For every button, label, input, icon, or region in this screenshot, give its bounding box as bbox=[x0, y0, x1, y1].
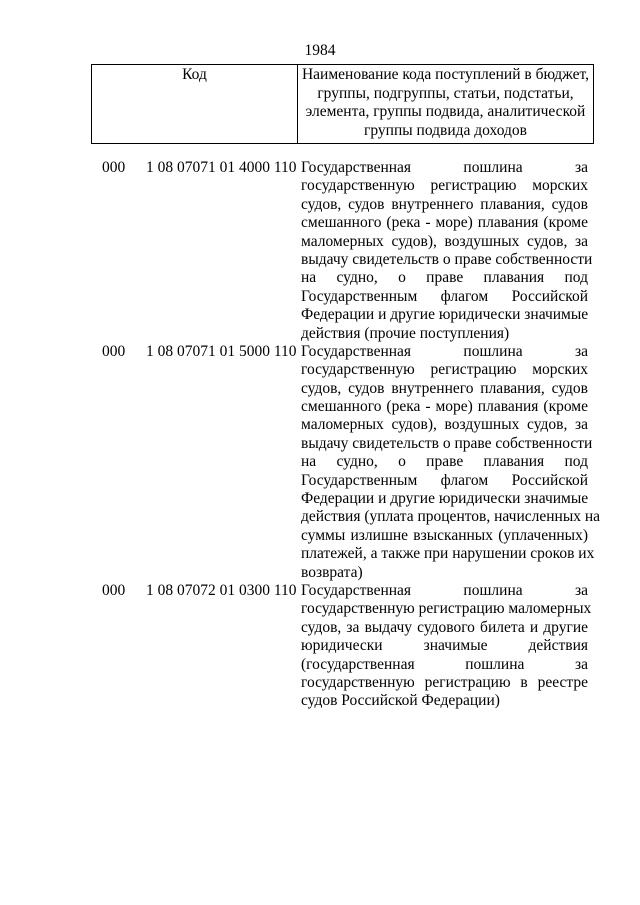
admin-code: 000 bbox=[102, 581, 126, 599]
description-line: судов, за выдачу судового билета и другие bbox=[301, 618, 588, 636]
description-line: государственную регистрацию в реестре bbox=[301, 673, 588, 691]
description-line: суммы излишне взысканных (уплаченных) bbox=[301, 526, 588, 544]
description-line: государственную регистрацию маломерных bbox=[301, 600, 592, 618]
description-line: Государственным флагом Российской bbox=[301, 287, 588, 305]
description-line: судов, судов внутреннего плавания, судов bbox=[301, 195, 588, 213]
page-number: 1984 bbox=[304, 42, 336, 59]
revenue-code: 1 08 07071 01 5000 110 bbox=[146, 342, 297, 360]
description-line: государственную регистрацию морских bbox=[301, 361, 588, 379]
description-line: юридически значимые действия bbox=[301, 637, 588, 655]
description-line: смешанного (река - море) плавания (кроме bbox=[301, 398, 588, 416]
description-line: на судно, о праве плавания под bbox=[301, 453, 588, 471]
revenue-description bbox=[301, 342, 601, 582]
description-line: возврата) bbox=[301, 563, 363, 581]
description-line: маломерных судов), воздушных судов, за bbox=[301, 232, 588, 250]
description-line: платежей, а также при нарушении сроков их bbox=[301, 545, 595, 563]
description-line: маломерных судов), воздушных судов, за bbox=[301, 416, 588, 434]
column-header-code: Код bbox=[92, 65, 298, 143]
revenue-code: 1 08 07072 01 0300 110 bbox=[146, 581, 297, 599]
column-header-name-line: Наименование кода поступлений в бюджет, bbox=[301, 66, 590, 83]
description-line: выдачу свидетельств о праве собственности bbox=[301, 250, 593, 268]
table-row bbox=[0, 582, 640, 711]
description-line: (государственная пошлина за bbox=[301, 655, 588, 673]
column-header-name bbox=[298, 65, 593, 143]
table-row bbox=[0, 343, 640, 582]
description-line: на судно, о праве плавания под bbox=[301, 269, 588, 287]
description-line: судов Российской Федерации) bbox=[301, 692, 500, 710]
admin-code: 000 bbox=[102, 342, 126, 360]
description-line: действия (прочие поступления) bbox=[301, 324, 510, 342]
description-line: Государственным флагом Российской bbox=[301, 471, 588, 489]
entries-list bbox=[0, 159, 640, 711]
description-line: Федерации и другие юридически значимые bbox=[301, 306, 589, 324]
table-header bbox=[91, 64, 594, 144]
column-header-name-line: группы подвида доходов bbox=[364, 121, 527, 139]
description-line: смешанного (река - море) плавания (кроме bbox=[301, 214, 588, 232]
description-line: Государственная пошлина за bbox=[301, 342, 588, 360]
revenue-code: 1 08 07071 01 4000 110 bbox=[146, 159, 297, 176]
description-line: судов, судов внутреннего плавания, судов bbox=[301, 379, 588, 397]
description-line: выдачу свидетельств о праве собственности bbox=[301, 434, 593, 452]
description-line: действия (уплата процентов, начисленных на bbox=[301, 508, 601, 526]
revenue-description bbox=[301, 159, 593, 343]
column-header-name-line: элемента, группы подвида, аналитической bbox=[305, 103, 586, 120]
description-line: государственную регистрацию морских bbox=[301, 177, 588, 195]
description-line: Государственная пошлина за bbox=[301, 581, 588, 599]
revenue-description bbox=[301, 581, 592, 711]
description-line: Государственная пошлина за bbox=[301, 159, 588, 176]
admin-code: 000 bbox=[102, 159, 126, 176]
table-row bbox=[0, 159, 640, 343]
description-line: Федерации и другие юридически значимые bbox=[301, 490, 589, 508]
column-header-name-line: группы, подгруппы, статьи, подстатьи, bbox=[317, 84, 574, 102]
